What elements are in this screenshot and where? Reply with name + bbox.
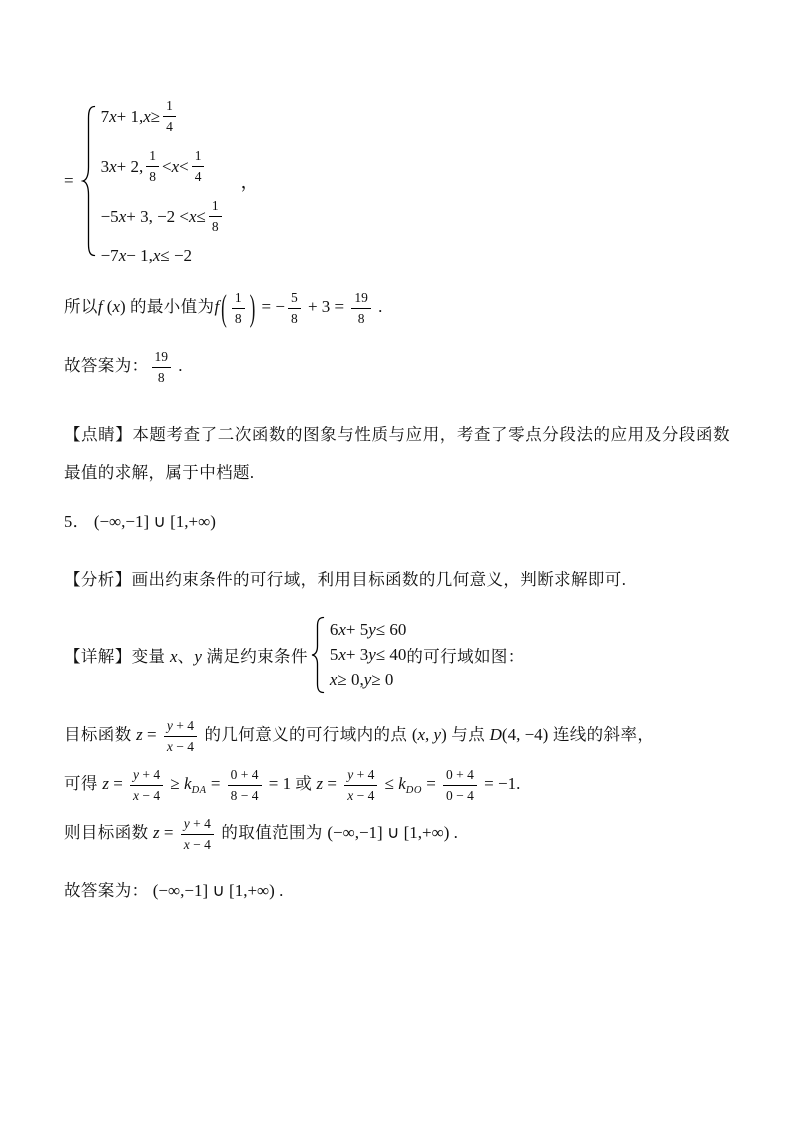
trailing-comma: ， — [240, 172, 260, 192]
objective-function-line: 目标函数 z = $\frac{y + 4}{x - 4}$ 的几何意义的可行域内的点 (x, y) 与点 D(4, −4) 连线的斜率， — [64, 716, 730, 757]
answer-statement-1: 故答案为： $\frac{19}{8}$ . — [64, 347, 730, 388]
constraint-row: 5 x + 3 y ≤ 40 — [329, 645, 407, 664]
piecewise-row: 7 x + 1, x ≥ $\frac{1}{4}$ — [101, 96, 225, 137]
comment-paragraph: 【点睛】本题考查了二次函数的图象与性质与应用，考查了零点分段法的应用及分段函数最值的求解，属于中档题. — [64, 425, 730, 482]
detail-prefix: 【详解】变量 x、y 满足约束条件 — [64, 647, 308, 666]
piecewise-row: −5 x + 3, −2 < x ≤ $\frac{1}{8}$ — [101, 196, 225, 237]
constraint-system — [308, 616, 407, 694]
constraint-rows — [330, 620, 407, 690]
detail-suffix: 的可行域如图： — [406, 647, 525, 666]
answer-statement-2: 故答案为： (−∞,−1] ∪ [1,+∞) . — [64, 881, 284, 900]
problem-5-answer-line: 5． (−∞,−1] ∪ [1,+∞) — [64, 512, 216, 531]
constraint-row: 6 x + 5 y ≤ 60 — [329, 620, 407, 639]
constraint-row: x ≥ 0, y ≥ 0 — [329, 670, 394, 689]
detail-solution-line — [64, 616, 730, 694]
left-brace-icon — [81, 105, 97, 257]
piecewise-function-equation — [64, 96, 730, 266]
min-value-statement: 所以f (x) 的最小值为f ( $\frac{1}{8}$ ) = − $\frac{5}{8}$ + 3 = $\frac{19}{8}$ . — [64, 287, 383, 329]
left-brace-icon — [310, 616, 326, 694]
piecewise-row: 3 x + 2, $\frac{1}{8}$ < x < $\frac{1}{4}$ — [101, 146, 225, 187]
equals-sign: = — [64, 171, 74, 190]
piecewise-row: −7 x − 1, x ≤ −2 — [100, 246, 193, 265]
slope-calculation-line: 可得 z = $\frac{y + 4}{x - 4}$ ≥ $k_{DA}$ = $\frac{0 + 4}{8 - 4}$ = 1 或 z = $\frac{y + 4}{x - 4}$ ≤ $k_{DO}$ = $\frac{0 + 4}{0 - 4}$ = −1. — [64, 765, 730, 806]
piecewise-rows — [101, 96, 225, 266]
analysis-paragraph: 【分析】画出约束条件的可行域，利用目标函数的几何意义，判断求解即可. — [64, 570, 627, 589]
range-conclusion-line: 则目标函数 z = $\frac{y + 4}{x - 4}$ 的取值范围为 (−∞,−1] ∪ [1,+∞) . — [64, 814, 730, 855]
